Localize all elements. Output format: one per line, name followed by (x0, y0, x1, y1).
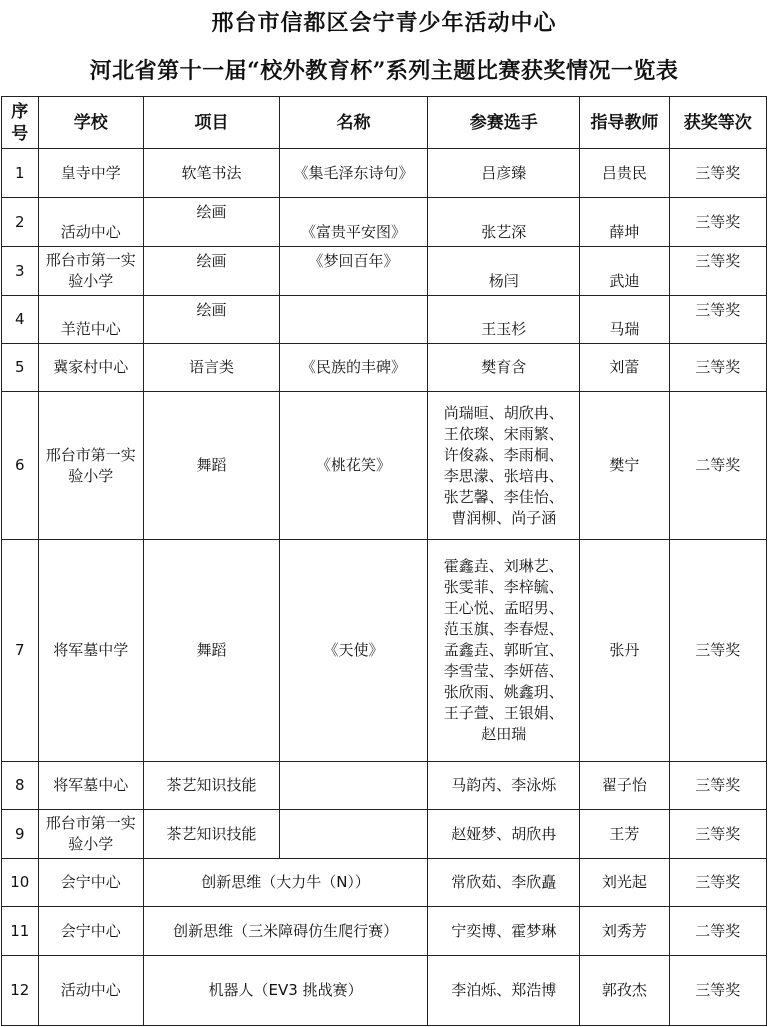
cell-school: 会宁中心 (38, 907, 144, 956)
cell-name (279, 762, 427, 810)
cell-no: 2 (2, 198, 39, 247)
table-row (2, 247, 767, 296)
table-row (2, 296, 767, 344)
cell-players: 常欣茹、李欣矗 (428, 859, 580, 907)
cell-name: 《桃花笑》 (279, 392, 427, 540)
table-row (2, 149, 767, 198)
cell-no: 12 (2, 956, 39, 1026)
cell-school: 活动中心 (38, 198, 144, 247)
cell-school: 冀家村中心 (38, 344, 144, 392)
cell-no: 7 (2, 540, 39, 762)
player-line: 孟鑫垚、郭昕宜、 (443, 641, 564, 659)
cell-award: 二等奖 (669, 907, 766, 956)
cell-name: 《富贵平安图》 (279, 198, 427, 247)
table-row (2, 810, 767, 859)
col-header-players: 参赛选手 (428, 97, 580, 149)
cell-no: 4 (2, 296, 39, 344)
cell-players: 王玉杉 (428, 296, 580, 344)
cell-players (428, 392, 580, 540)
page-subtitle: 河北省第十一届“校外教育杯”系列主题比赛获奖情况一览表 (89, 58, 679, 84)
cell-award: 三等奖 (669, 859, 766, 907)
cell-teacher: 刘光起 (580, 859, 669, 907)
cell-players: 吕彦臻 (428, 149, 580, 198)
cell-no: 5 (2, 344, 39, 392)
player-line: 张雯菲、李梓毓、 (443, 578, 564, 596)
cell-project: 创新思维（三米障碍仿生爬行赛） (144, 907, 428, 956)
cell-players: 张艺深 (428, 198, 580, 247)
cell-school: 皇寺中学 (38, 149, 144, 198)
player-line: 赵田瑞 (481, 725, 527, 743)
cell-project: 茶艺知识技能 (144, 762, 280, 810)
cell-project: 茶艺知识技能 (144, 810, 280, 859)
col-header-no: 序号 (2, 97, 39, 149)
player-line: 霍鑫垚、刘琳艺、 (443, 557, 564, 575)
cell-teacher: 樊宁 (580, 392, 669, 540)
player-line: 许俊淼、李雨桐、 (443, 445, 564, 464)
cell-award: 三等奖 (669, 810, 766, 859)
cell-project: 绘画 (144, 198, 280, 247)
player-line: 范玉旗、李春煜、 (443, 620, 564, 638)
table-row (2, 392, 767, 540)
player-line: 张艺馨、李佳怡、 (443, 487, 564, 506)
cell-no: 1 (2, 149, 39, 198)
table-row (2, 762, 767, 810)
player-line: 尚瑞晅、胡欣冉、 (443, 403, 564, 422)
player-line: 王子萱、王银娟、 (443, 704, 564, 722)
cell-school: 将军墓中学 (38, 540, 144, 762)
cell-name: 《民族的丰碑》 (279, 344, 427, 392)
cell-project: 舞蹈 (144, 392, 280, 540)
col-header-award: 获奖等次 (669, 97, 766, 149)
player-line: 李思濛、张培冉、 (443, 466, 564, 485)
col-header-school: 学校 (38, 97, 144, 149)
cell-school: 活动中心 (38, 956, 144, 1026)
cell-teacher: 翟子怡 (580, 762, 669, 810)
cell-no: 8 (2, 762, 39, 810)
cell-school: 邢台市第一实验小学 (38, 392, 144, 540)
cell-teacher: 王芳 (580, 810, 669, 859)
cell-no: 11 (2, 907, 39, 956)
header (0, 0, 768, 96)
cell-teacher: 张丹 (580, 540, 669, 762)
cell-school: 会宁中心 (38, 859, 144, 907)
cell-award: 三等奖 (669, 296, 766, 344)
cell-teacher: 薛坤 (580, 198, 669, 247)
col-header-teacher: 指导教师 (580, 97, 669, 149)
player-line: 王心悦、孟昭男、 (443, 599, 564, 617)
cell-players (428, 540, 580, 762)
table-header-row (2, 97, 767, 149)
cell-project: 软笔书法 (144, 149, 280, 198)
cell-award: 三等奖 (669, 149, 766, 198)
cell-name: 《梦回百年》 (279, 247, 427, 296)
cell-school: 将军墓中心 (38, 762, 144, 810)
cell-players: 赵娅梦、胡欣冉 (428, 810, 580, 859)
table-row (2, 907, 767, 956)
cell-no: 6 (2, 392, 39, 540)
cell-name (279, 296, 427, 344)
cell-no: 10 (2, 859, 39, 907)
cell-award: 三等奖 (669, 762, 766, 810)
table-row (2, 198, 767, 247)
cell-award: 三等奖 (669, 198, 766, 247)
cell-award: 二等奖 (669, 392, 766, 540)
table-row (2, 540, 767, 762)
cell-players: 李泊烁、郑浩博 (428, 956, 580, 1026)
cell-name: 《集毛泽东诗句》 (279, 149, 427, 198)
cell-teacher: 马瑞 (580, 296, 669, 344)
table-row (2, 859, 767, 907)
player-line: 曹润柳、尚子涵 (451, 508, 557, 527)
player-line: 张欣雨、姚鑫玥、 (443, 683, 564, 701)
page-title: 邢台市信都区会宁青少年活动中心 (211, 10, 557, 36)
cell-name: 《天使》 (279, 540, 427, 762)
awards-table (1, 96, 767, 1026)
cell-no: 3 (2, 247, 39, 296)
col-header-name: 名称 (279, 97, 427, 149)
cell-name (279, 810, 427, 859)
cell-teacher: 吕贵民 (580, 149, 669, 198)
cell-teacher: 刘蕾 (580, 344, 669, 392)
cell-project: 机器人（EV3 挑战赛） (144, 956, 428, 1026)
cell-project: 舞蹈 (144, 540, 280, 762)
cell-project: 绘画 (144, 247, 280, 296)
cell-players: 马韵芮、李泳烁 (428, 762, 580, 810)
cell-project: 绘画 (144, 296, 280, 344)
cell-award: 三等奖 (669, 344, 766, 392)
cell-school: 羊范中心 (38, 296, 144, 344)
cell-players: 杨闫 (428, 247, 580, 296)
cell-school: 邢台市第一实验小学 (38, 810, 144, 859)
player-line: 王依璨、宋雨繁、 (443, 424, 564, 443)
col-header-project: 项目 (144, 97, 280, 149)
table-row (2, 344, 767, 392)
cell-school: 邢台市第一实验小学 (38, 247, 144, 296)
cell-teacher: 武迪 (580, 247, 669, 296)
cell-no: 9 (2, 810, 39, 859)
cell-project: 创新思维（大力牛（N）） (144, 859, 428, 907)
player-line: 李雪莹、李妍蓓、 (443, 662, 564, 680)
cell-players: 樊育含 (428, 344, 580, 392)
cell-award: 三等奖 (669, 540, 766, 762)
cell-teacher: 郭孜杰 (580, 956, 669, 1026)
cell-teacher: 刘秀芳 (580, 907, 669, 956)
cell-project: 语言类 (144, 344, 280, 392)
cell-players: 宁奕博、霍梦琳 (428, 907, 580, 956)
table-row (2, 956, 767, 1026)
cell-award: 三等奖 (669, 956, 766, 1026)
cell-award: 三等奖 (669, 247, 766, 296)
